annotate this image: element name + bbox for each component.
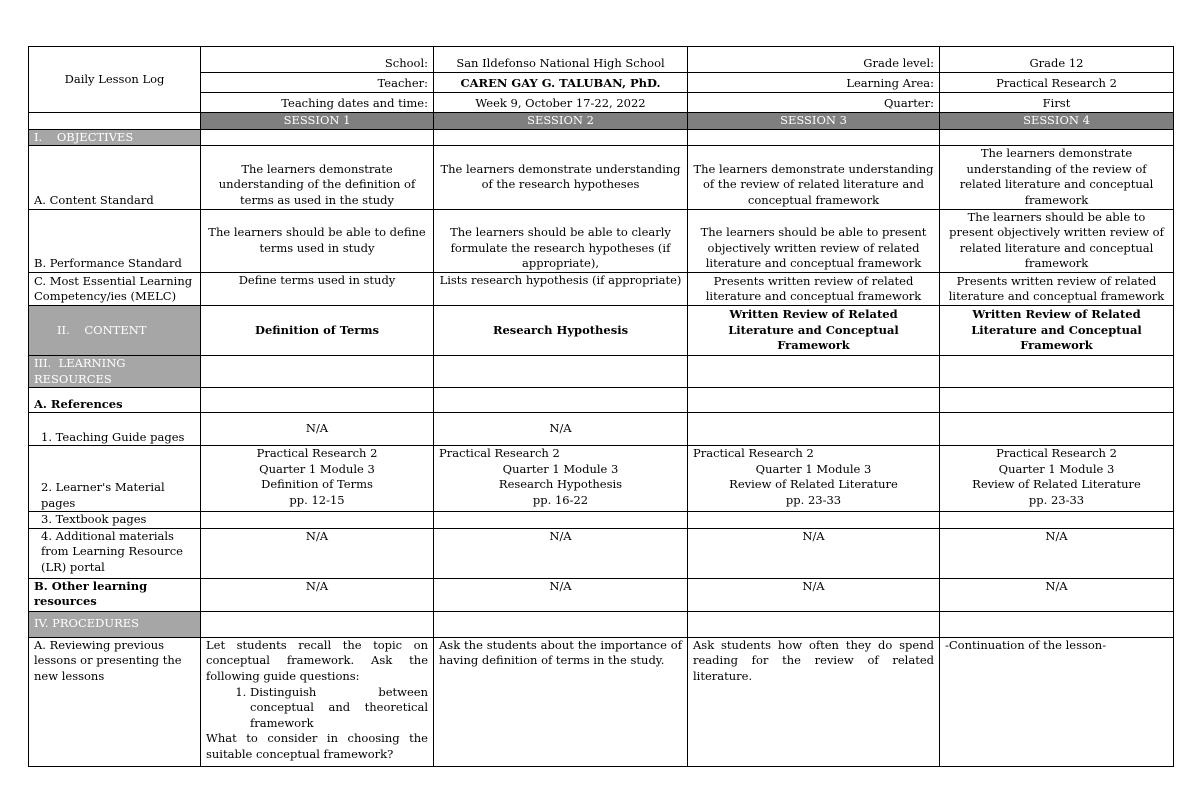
teacher-label: Teacher: bbox=[201, 73, 434, 93]
melc-s1: Define terms used in study bbox=[201, 272, 434, 305]
other-s4: N/A bbox=[940, 578, 1174, 611]
reviewing-s1-after: What to consider in choosing the suitable conceptual framework? bbox=[206, 731, 428, 761]
performance-standard-s4: The learners should be able to present objectively written review of related literature and conceptual framework bbox=[940, 209, 1174, 272]
teaching-guide-s1: N/A bbox=[201, 413, 434, 446]
grade-value: Grade 12 bbox=[940, 47, 1174, 73]
dates-value: Week 9, October 17-22, 2022 bbox=[434, 93, 688, 113]
content-standard-s2: The learners demonstrate understanding of the research hypotheses bbox=[434, 146, 688, 209]
other-s2: N/A bbox=[434, 578, 688, 611]
content-standard-s3: The learners demonstrate understanding of the review of related literature and conceptual framework bbox=[688, 146, 940, 209]
daily-lesson-log-table bbox=[28, 46, 1174, 767]
references-label: A. References bbox=[29, 388, 201, 413]
content-standard-s4: The learners demonstrate understanding of the review of related literature and conceptual framework bbox=[940, 146, 1174, 209]
reviewing-s3: Ask students how often they do spend reading for the review of related literature. bbox=[688, 637, 940, 766]
resources-title: III. LEARNING RESOURCES bbox=[29, 355, 201, 387]
learners-material-label: 2. Learner's Material pages bbox=[29, 446, 201, 512]
reviewing-label: A. Reviewing previous lessons or presenting the new lessons bbox=[29, 637, 201, 766]
area-value: Practical Research 2 bbox=[940, 73, 1174, 93]
content-s2: Research Hypothesis bbox=[434, 305, 688, 355]
performance-standard-label: B. Performance Standard bbox=[29, 209, 201, 272]
content-standard-label: A. Content Standard bbox=[29, 146, 201, 209]
session-4-header: SESSION 4 bbox=[940, 113, 1174, 130]
area-label: Learning Area: bbox=[688, 73, 940, 93]
learners-material-s4: Practical Research 2 Quarter 1 Module 3 Review of Related Literature pp. 23-33 bbox=[940, 446, 1174, 512]
additional-s4: N/A bbox=[940, 528, 1174, 578]
melc-label: C. Most Essential Learning Competency/ies (MELC) bbox=[29, 272, 201, 305]
quarter-label: Quarter: bbox=[688, 93, 940, 113]
additional-s1: N/A bbox=[201, 528, 434, 578]
teacher-value: CAREN GAY G. TALUBAN, PhD. bbox=[434, 73, 688, 93]
learners-material-s2: Practical Research 2 Quarter 1 Module 3 Research Hypothesis pp. 16-22 bbox=[434, 446, 688, 512]
log-title: Daily Lesson Log bbox=[29, 47, 201, 113]
content-s1: Definition of Terms bbox=[201, 305, 434, 355]
session-3-header: SESSION 3 bbox=[688, 113, 940, 130]
content-title: II. CONTENT bbox=[29, 305, 201, 355]
teaching-guide-label: 1. Teaching Guide pages bbox=[29, 413, 201, 446]
session-header-blank bbox=[29, 113, 201, 130]
guide-questions-list bbox=[206, 685, 428, 732]
guide-question-item: 1. Distinguish between conceptual and theoretical framework bbox=[250, 685, 428, 732]
teaching-guide-s2: N/A bbox=[434, 413, 688, 446]
textbook-label: 3. Textbook pages bbox=[29, 512, 201, 529]
school-value: San Ildefonso National High School bbox=[434, 47, 688, 73]
reviewing-s1-intro: Let students recall the topic on conceptual framework. Ask the following guide questions: bbox=[206, 637, 428, 683]
grade-label: Grade level: bbox=[688, 47, 940, 73]
other-s3: N/A bbox=[688, 578, 940, 611]
other-resources-label: B. Other learning resources bbox=[29, 578, 201, 611]
session-2-header: SESSION 2 bbox=[434, 113, 688, 130]
melc-s2: Lists research hypothesis (if appropriate) bbox=[434, 272, 688, 305]
school-label: School: bbox=[201, 47, 434, 73]
additional-materials-label: 4. Additional materials from Learning Resource (LR) portal bbox=[29, 528, 201, 578]
reviewing-s1 bbox=[201, 637, 434, 766]
reviewing-s4: -Continuation of the lesson- bbox=[940, 637, 1174, 766]
learners-material-s3: Practical Research 2 Quarter 1 Module 3 Review of Related Literature pp. 23-33 bbox=[688, 446, 940, 512]
objectives-title: I. OBJECTIVES bbox=[29, 129, 201, 146]
additional-s2: N/A bbox=[434, 528, 688, 578]
other-s1: N/A bbox=[201, 578, 434, 611]
performance-standard-s3: The learners should be able to present objectively written review of related literature and conceptual framework bbox=[688, 209, 940, 272]
reviewing-s2: Ask the students about the importance of having definition of terms in the study. bbox=[434, 637, 688, 766]
melc-s4: Presents written review of related literature and conceptual framework bbox=[940, 272, 1174, 305]
quarter-value: First bbox=[940, 93, 1174, 113]
performance-standard-s2: The learners should be able to clearly formulate the research hypotheses (if appropriate), bbox=[434, 209, 688, 272]
content-s4: Written Review of Related Literature and Conceptual Framework bbox=[940, 305, 1174, 355]
performance-standard-s1: The learners should be able to define terms used in study bbox=[201, 209, 434, 272]
content-s3: Written Review of Related Literature and Conceptual Framework bbox=[688, 305, 940, 355]
procedures-title: IV. PROCEDURES bbox=[29, 611, 201, 637]
learners-material-s1: Practical Research 2 Quarter 1 Module 3 Definition of Terms pp. 12-15 bbox=[201, 446, 434, 512]
additional-s3: N/A bbox=[688, 528, 940, 578]
session-1-header: SESSION 1 bbox=[201, 113, 434, 130]
content-standard-s1: The learners demonstrate understanding of the definition of terms as used in the study bbox=[201, 146, 434, 209]
dates-label: Teaching dates and time: bbox=[201, 93, 434, 113]
melc-s3: Presents written review of related literature and conceptual framework bbox=[688, 272, 940, 305]
